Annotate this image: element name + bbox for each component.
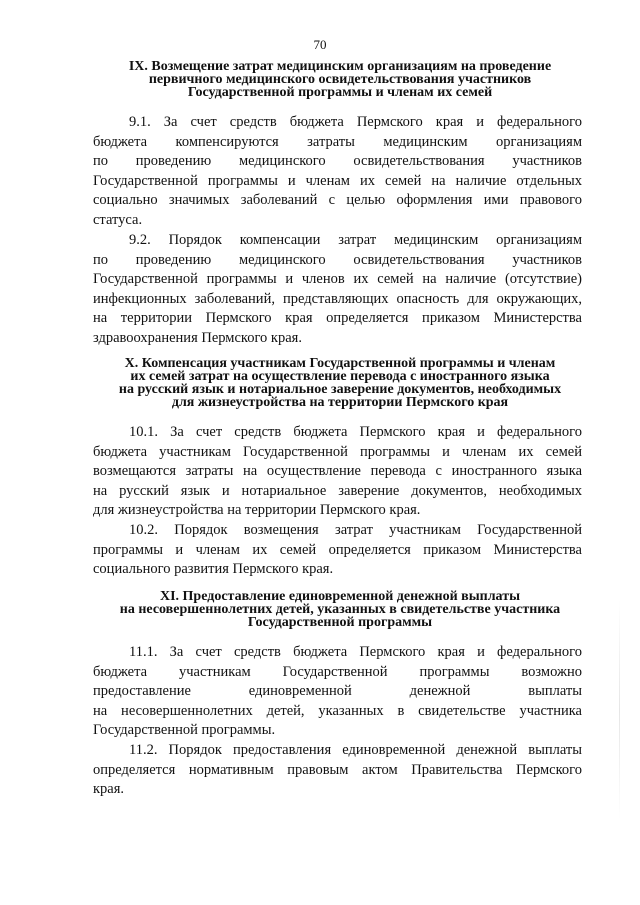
text-line: 11.2. Порядок предоставления единовременной денежной выплаты (129, 742, 582, 758)
text-line: здравоохранения Пермского края. (93, 329, 302, 346)
section-xi-heading (60, 590, 620, 629)
paragraph-11-2 (93, 741, 582, 800)
text-line: программы и членам их семей определяется приказом Министерства (93, 541, 582, 558)
text-line: возмещаются затраты на осуществление перевода с иностранного языка (93, 463, 582, 480)
paragraph-10-2 (93, 521, 582, 580)
text-line: на русский язык и нотариальное заверение документов, необходимых (93, 482, 582, 499)
paragraph-11-1 (93, 643, 582, 741)
text-line: бюджета участникам Государственной программы и членам их семей (93, 443, 582, 460)
text-line: Государственной программы и членов их семей на наличие (отсутствие) (93, 271, 582, 288)
section-x-heading (60, 357, 620, 409)
text-line: социального развития Пермского края. (93, 561, 334, 578)
text-line: социально значимых заболеваний с целью оформления ими правового (93, 192, 582, 209)
text-line: края. (93, 781, 125, 798)
text-line: 11.1. За счет средств бюджета Пермского края и федерального (129, 644, 582, 660)
text-line: 9.2. Порядок компенсации затрат медицинским организациям (129, 232, 582, 248)
text-line: инфекционных заболеваний, представляющих опасность для окружающих, (93, 290, 582, 307)
text-line: статуса. (93, 211, 143, 228)
text-line: Государственной программы и членам их семей на наличие отдельных (93, 172, 582, 189)
page-number: 70 (313, 37, 327, 52)
text-line: на несовершеннолетних детей, указанных в свидетельстве участника (93, 702, 582, 719)
text-line: для жизнеустройства на территории Пермского края. (93, 502, 421, 519)
text-line: 10.1. За счет средств бюджета Пермского края и федерального (129, 424, 582, 440)
heading-line: X. Компенсация участникам Государственной программы и членам (124, 356, 556, 371)
heading-line: XI. Предоставление единовременной денежной выплаты (159, 589, 521, 604)
heading-line: для жизнеустройства на территории Пермского края (171, 395, 509, 410)
text-line: по проведению медицинского освидетельствования участников (93, 251, 582, 268)
heading-line: на русский язык и нотариальное заверение документов, необходимых (118, 382, 562, 397)
text-line: 10.2. Порядок возмещения затрат участникам Государственной (129, 522, 582, 538)
section-ix-heading (60, 60, 620, 99)
text-line: Государственной программы. (93, 722, 276, 739)
text-line: по проведению медицинского освидетельствования участников (93, 153, 582, 170)
text-line: предоставление единовременной денежной выплаты (93, 683, 582, 700)
text-line: бюджета компенсируются затраты медицинским организациям (93, 133, 582, 150)
heading-line: Государственной программы (247, 615, 433, 630)
paragraph-10-1 (93, 423, 582, 521)
text-line: бюджета участникам Государственной программы возможно (93, 663, 582, 680)
heading-line: IX. Возмещение затрат медицинским организациям на проведение (128, 59, 552, 74)
text-line: 9.1. За счет средств бюджета Пермского края и федерального (129, 114, 582, 130)
scan-artifact (619, 600, 620, 820)
paragraph-9-2 (93, 231, 582, 349)
heading-line: Государственной программы и членам их семей (187, 85, 493, 100)
heading-line: первичного медицинского освидетельствования участников (148, 72, 532, 87)
heading-line: на несовершеннолетних детей, указанных в свидетельстве участника (119, 602, 561, 617)
text-line: определяется нормативным правовым актом Правительства Пермского (93, 761, 582, 778)
paragraph-9-1 (93, 113, 582, 231)
text-line: на территории Пермского края определяется приказом Министерства (93, 310, 582, 327)
heading-line: их семей затрат на осуществление перевода с иностранного языка (130, 369, 550, 384)
